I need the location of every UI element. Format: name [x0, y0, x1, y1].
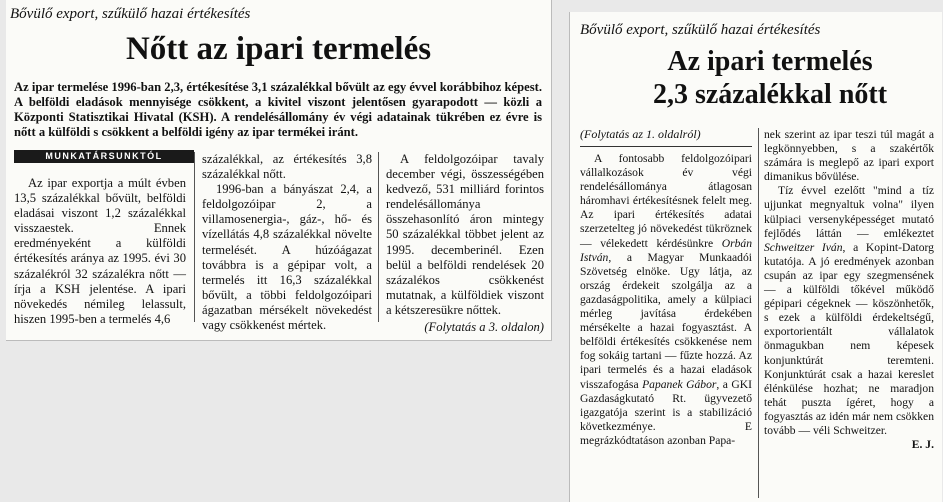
left-col1-text: Az ipar exportja a múlt évben 13,5 százalékkal bővült, belföldi eladásai viszont 1,2 százalékkal visszaestek. Ennek eredményeként a külföldi értékesítés aránya az 1995. évi 30 százalékról 32 százalékra nőtt — írja a KSH jelentése. A ipari növekedés némileg lelassult, hiszen 1995-ben a termelés 4,6 — [14, 176, 186, 326]
left-kicker: Bővülő export, szűkülő hazai értékesítés — [10, 6, 251, 22]
left-column-2 — [202, 152, 372, 333]
right-kicker: Bővülő export, szűkülő hazai értékesítés — [580, 22, 821, 38]
right-column-2 — [764, 128, 934, 452]
author-initials: E. J. — [911, 438, 934, 452]
byline-badge: MUNKATÁRSUNKTÓL — [14, 150, 194, 163]
left-column-3 — [386, 152, 544, 335]
right-headline-line-1: Az ipari termelés — [667, 46, 873, 77]
right-headline-line-2: 2,3 százalékkal nőtt — [652, 79, 888, 110]
column-divider — [758, 128, 759, 498]
person-name-orban: Orbán István — [580, 236, 752, 264]
continued-from-page-1: (Folytatás az 1. oldalról) — [580, 127, 701, 141]
left-lead-paragraph: Az ipar termelése 1996-ban 2,3, értékesítése 3,1 százalékkal bővült az egy évvel korábbihoz képest. A belföldi eladások mennyisége csökkent, a kivitel viszont jelentősen gyarapodott — közli a Központi Statisztikai Hivatal (KSH). A rendelésállomány év végi adatainak tükrében ez évre is nőtt a külföldi s csökkent a belföldi igény az ipar termékei iránt. — [14, 80, 542, 139]
header-rule — [580, 146, 752, 147]
right-col1-text-a: A fontosabb feldolgozóipari vállalkozások év végi rendelésállománya átlagosan háromhavi értékesítésnek felelt meg. Az ipari értékesítés adatai szerzetelteg jó növekedést tükröznek — vélekedett kérdésünkre — [580, 152, 752, 250]
left-col3-text: A feldolgozóipar tavaly december végi, összességében kedvező, 531 milliárd forintos rendelésállománya összehasonlító áron mintegy 50 százalékkal többet jelent az 1995. decemberinél. Ezen belül a belföldi rendelések 20 százalékos csökkenést mutatnak, a külföldiek viszont a kétszeresükre nőttek. — [386, 152, 544, 317]
continued-on-page-3: (Folytatás a 3. oldalon) — [424, 320, 544, 335]
left-article-clipping — [6, 0, 552, 341]
person-name-papanek: Papanek Gábor — [642, 377, 717, 391]
right-col2-p2-a: Tíz évvel ezelőtt "mind a tíz ujjunkat megnyaltuk volna" ilyen külpiaci versenyképességet mutató fejlődés láttán — emlékeztet — [764, 184, 934, 240]
person-name-schweitzer: Schweitzer Iván — [764, 240, 843, 254]
right-col2-p1: nek szerint az ipar teszi túl magát a legkönnyebben, s a szakértők számára is meglepő az ipari export dimanikus bővülése. — [764, 128, 934, 184]
right-column-1 — [580, 152, 752, 448]
right-col1-text-c: , a GKI Gazdaságkutató Rt. ügyvezető igazgatója szerint is a stabilizáció következménye. E megrázkódtatáson azonban Papa- — [580, 377, 752, 447]
right-col1-text-b: , a Magyar Munkaadói Szövetség elnöke. Ugy látja, az ország érdekeit szolgálja az a gazdaságpolitika, amely a külpiaci mérleg javítása érdekében mérsékelte a hazai fogyasztást. A belföldi értékesítés csökkenése nem fog sokáig tartani — fűzte hozzá. Az ipari termelés és a hazai eladások visszafogása — [580, 250, 752, 391]
right-article-clipping — [569, 12, 942, 502]
left-column-1 — [14, 176, 186, 327]
column-divider — [194, 152, 195, 322]
column-divider — [378, 152, 379, 322]
right-col2-p2-b: , a Kopint-Datorg kutatója. A jó eredmények azonban csupán az ipar egy szegmensének — a külföldi tőkével működő gépipari cégeknek — köszönhetők, s ezek a külföldi érdekeltségű, exportorientált vállalatok önmagukban nem képesek konjunktúrát teremteni. Konjunktúrát csak a hazai kereslet élénkülése hozhat; ne maradjon tehát puszta ígéret, hogy a fogyasztás az idén már nem csökken tovább — véli Schweitzer. — [764, 240, 934, 437]
left-col2-p1: százalékkal, az értékesítés 3,8 százalékkal nőtt. — [202, 152, 372, 182]
left-col2-p2: 1996-ban a bányászat 2,4, a feldolgozóipar 2, a villamosenergia-, gáz-, hő- és vízellátás 4,8 százalékkal növelte termelését. A húzóágazat továbbra is a gépipar volt, a termelés itt 16,3 százalékkal bővült, a többi feldolgozóipari ágazatban mérsékelt növekedést vagy csökkenést mértek. — [202, 182, 372, 333]
left-headline: Nőtt az ipari termelés — [125, 31, 432, 67]
